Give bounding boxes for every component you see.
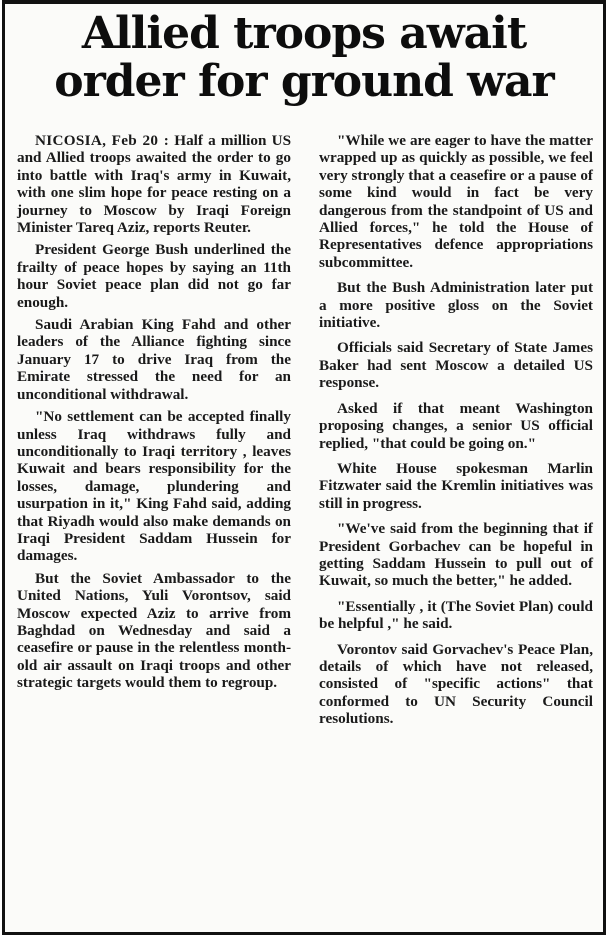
paragraph: President George Bush underlined the frailty of peace hopes by saying an 11th hour Soviet peace plan did not go far enough. [17,241,291,311]
headline-line-2: order for ground war [54,56,554,107]
column-left [17,132,305,928]
newspaper-clipping [2,0,606,935]
paragraph [17,132,291,236]
headline [17,10,591,106]
paragraph: "We've said from the beginning that if President Gorbachev can be hopeful in getting Saddam Hussein to pull out of Kuwait, so much the better," he added. [319,520,593,590]
paragraph: "While we are eager to have the matter wrapped up as quickly as possible, we feel very strongly that a ceasefire or a pause of some kind would in fact be very dangerous from the standpoint of US and Allied forces," he told the House of Representatives defence appropriations subcommittee. [319,132,593,271]
paragraph-text: Half a million US and Allied troops awaited the order to go into battle with Iraq's army in Kuwait, with one slim hope for peace resting on a journey to Moscow by Iraqi Foreign Minister Tareq Aziz, reports Reuter. [17,132,292,237]
headline-line-1: Allied troops await [81,8,527,59]
paragraph: But the Bush Administration later put a more positive gloss on the Soviet initiative. [319,279,593,332]
paragraph: "Essentially , it (The Soviet Plan) could be helpful ," he said. [319,597,593,633]
column-right [305,132,593,928]
paragraph: Officials said Secretary of State James Baker had sent Moscow a detailed US response. [319,339,593,392]
paragraph: Asked if that meant Washington proposing changes, a senior US official replied, "that could be going on." [319,399,593,452]
paragraph: But the Soviet Ambassador to the United Nations, Yuli Vorontsov, said Moscow expected Aziz to arrive from Baghdad on Wednesday and said a ceasefire or pause in the relentless month-old air assault on Iraqi troops and other strategic targets would them to regroup. [17,569,291,692]
paragraph: White House spokesman Marlin Fitzwater said the Kremlin initiatives was still in progress. [319,459,593,512]
article-columns [17,132,593,928]
paragraph: Saudi Arabian King Fahd and other leaders of the Alliance fighting since January 17 to drive Iraq from the Emirate stressed the need for an unconditional withdrawal. [17,316,291,403]
paragraph: "No settlement can be accepted finally unless Iraq withdraws fully and unconditionally to Iraqi territory , leaves Kuwait and bears responsibility for the losses, damage, plundering and usurpation in it," King Fahd said, adding that Riyadh would also make demands on Iraqi President Saddam Hussein for damages. [17,408,291,565]
paragraph: Vorontov said Gorvachev's Peace Plan, details of which have not released, consisted of "specific actions" that conformed to UN Security Council resolutions. [319,640,593,728]
dateline: NICOSIA, Feb 20 : [35,132,170,149]
